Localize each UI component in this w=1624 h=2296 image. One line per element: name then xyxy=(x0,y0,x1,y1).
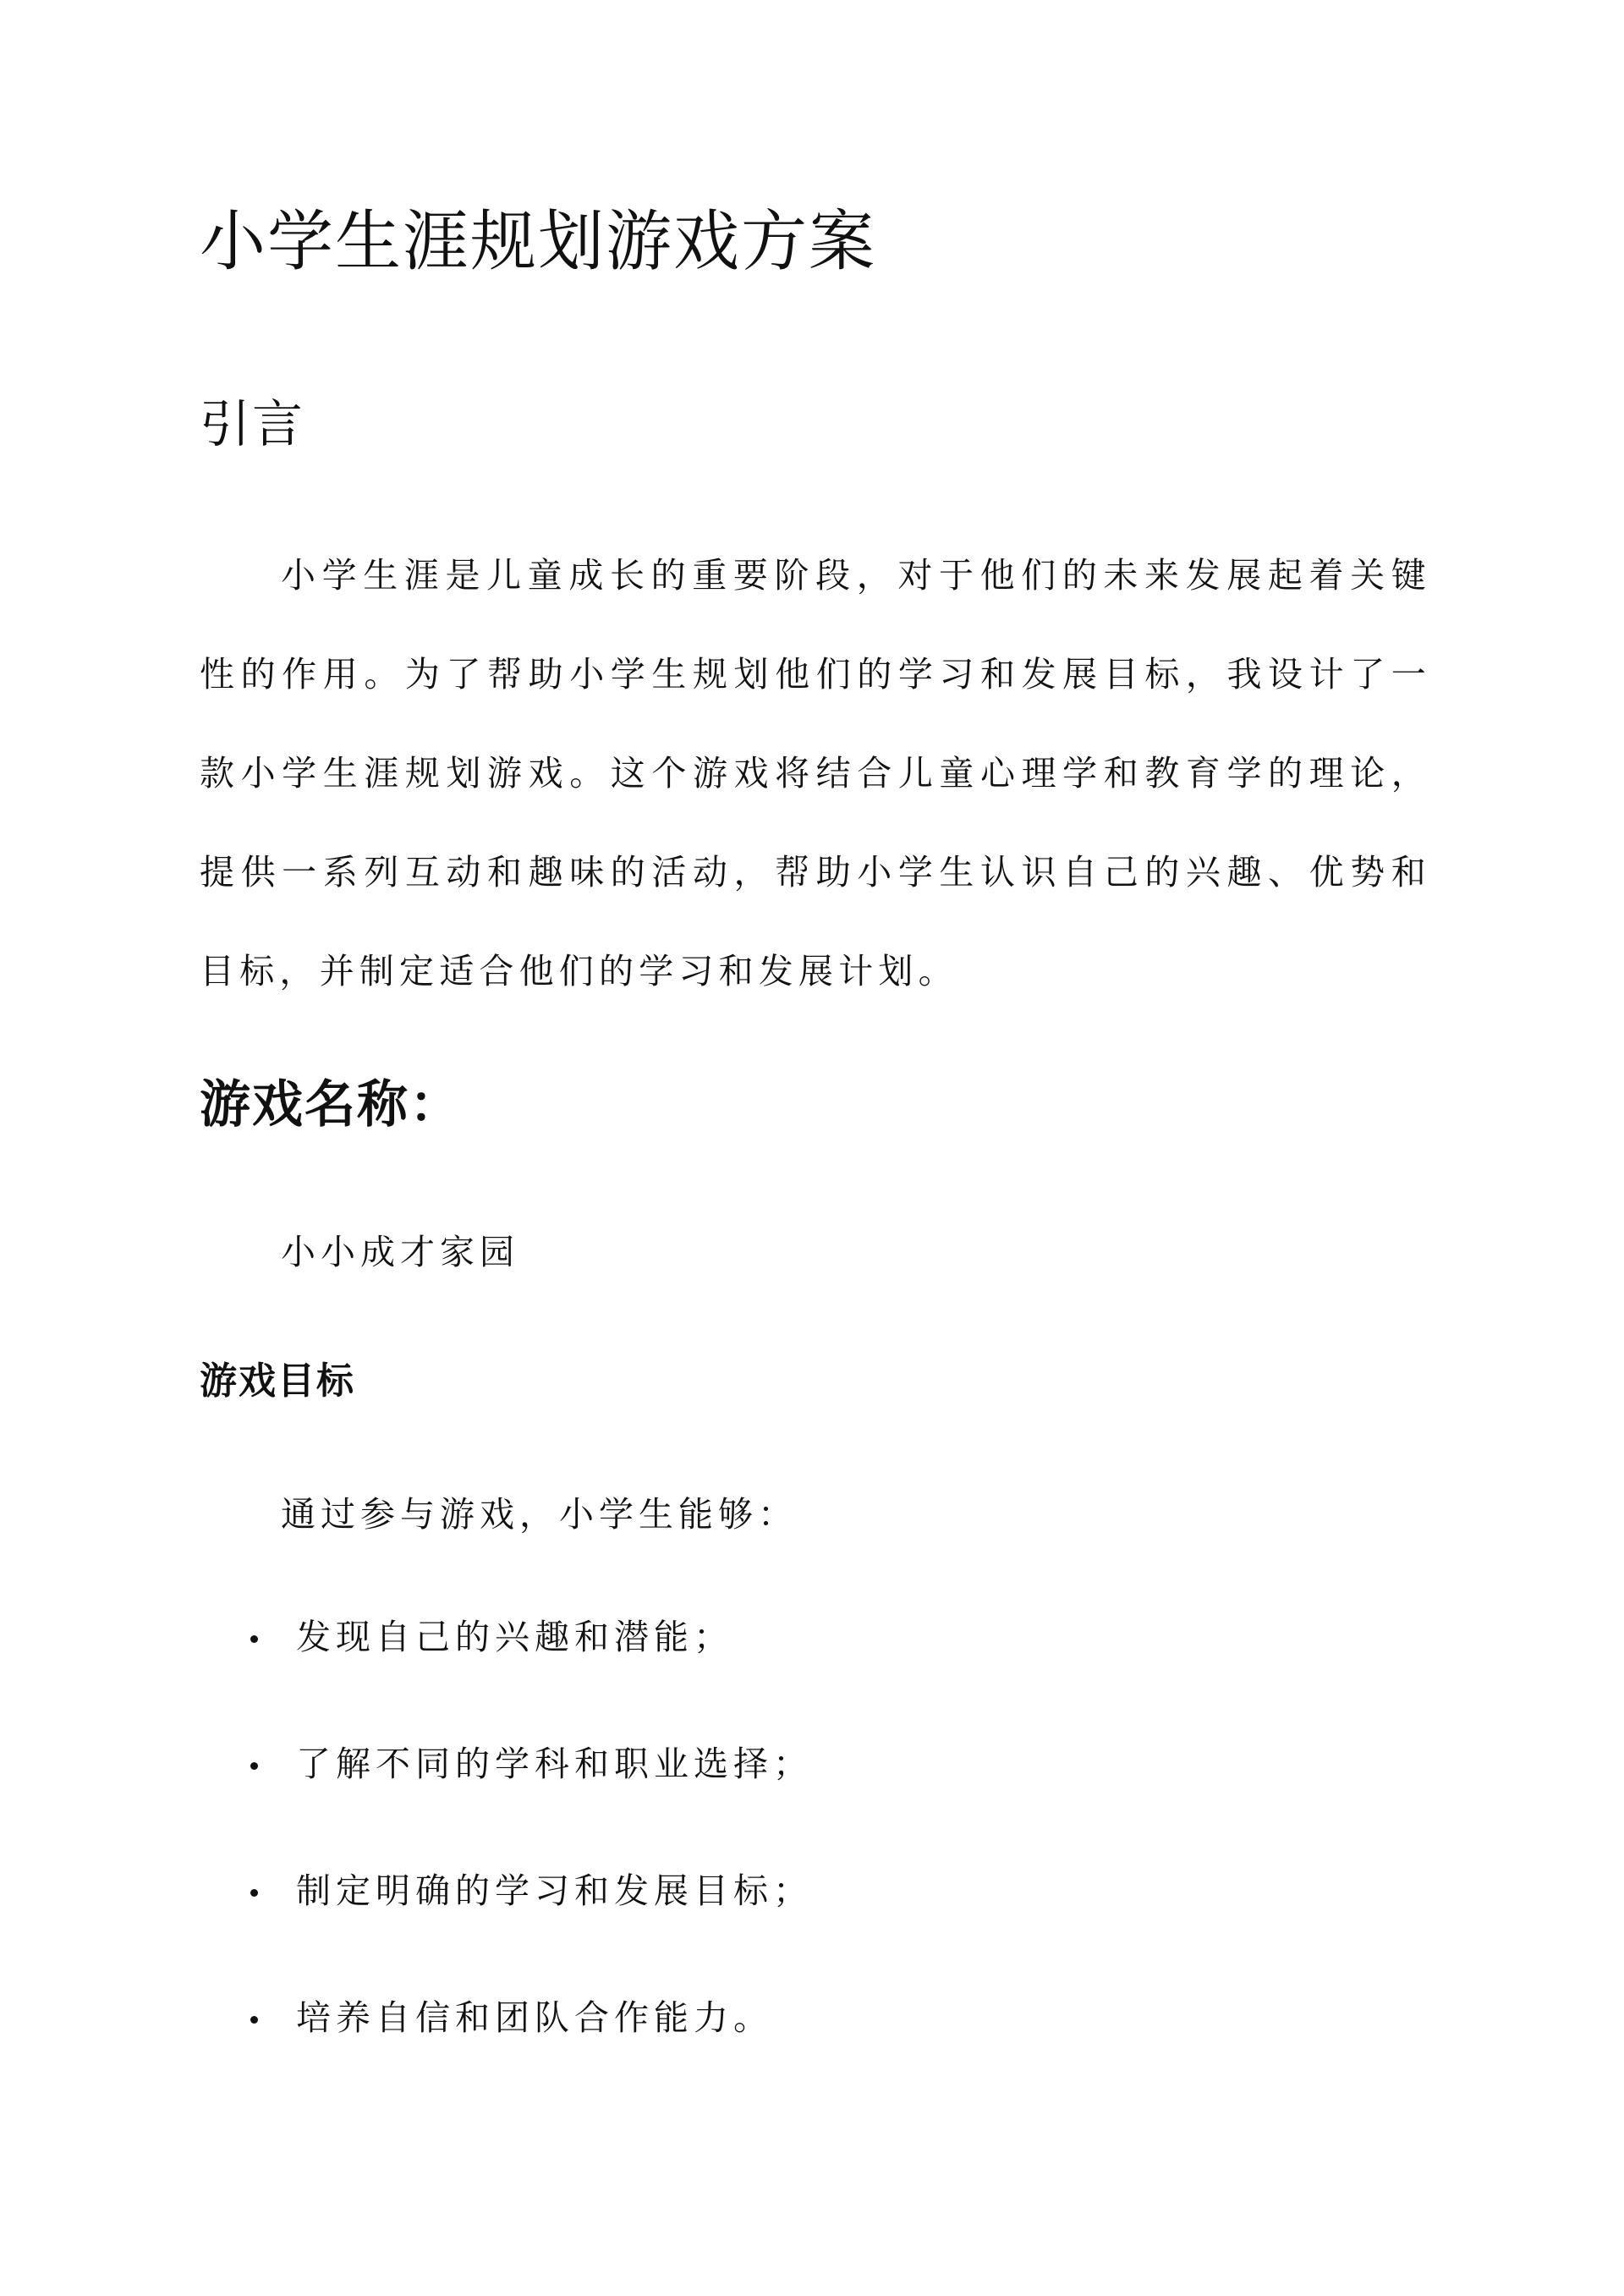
list-item-text: 发现自己的兴趣和潜能； xyxy=(296,1617,733,1657)
list-item-text: 制定明确的学习和发展目标； xyxy=(296,1870,813,1911)
game-name-heading: 游戏名称： xyxy=(200,1075,462,1134)
game-goals-heading: 游戏目标 xyxy=(200,1359,355,1403)
list-item-text: 培养自信和团队合作能力。 xyxy=(296,1997,773,2038)
bullet-icon xyxy=(250,1635,258,1643)
game-goals-lead: 通过参与游戏，小学生能够： xyxy=(281,1494,798,1535)
bullet-icon xyxy=(250,1762,258,1770)
bullet-icon xyxy=(250,1889,258,1897)
bullet-icon xyxy=(250,2016,258,2024)
list-item-text: 了解不同的学科和职业选择； xyxy=(296,1744,813,1784)
intro-heading: 引言 xyxy=(200,395,304,454)
document-title: 小学生涯规划游戏方案 xyxy=(200,204,877,280)
game-name-value: 小小成才家园 xyxy=(281,1232,519,1272)
intro-paragraph: 小学生涯是儿童成长的重要阶段，对于他们的未来发展起着关键性的作用。为了帮助小学生规划他们的学习和发展目标，我设计了一款小学生涯规划游戏。这个游戏将结合儿童心理学和教育学的理论，提供一系列互动和趣味的活动，帮助小学生认识自己的兴趣、优势和目标，并制定适合他们的学习和发展计划。 xyxy=(200,555,1431,991)
